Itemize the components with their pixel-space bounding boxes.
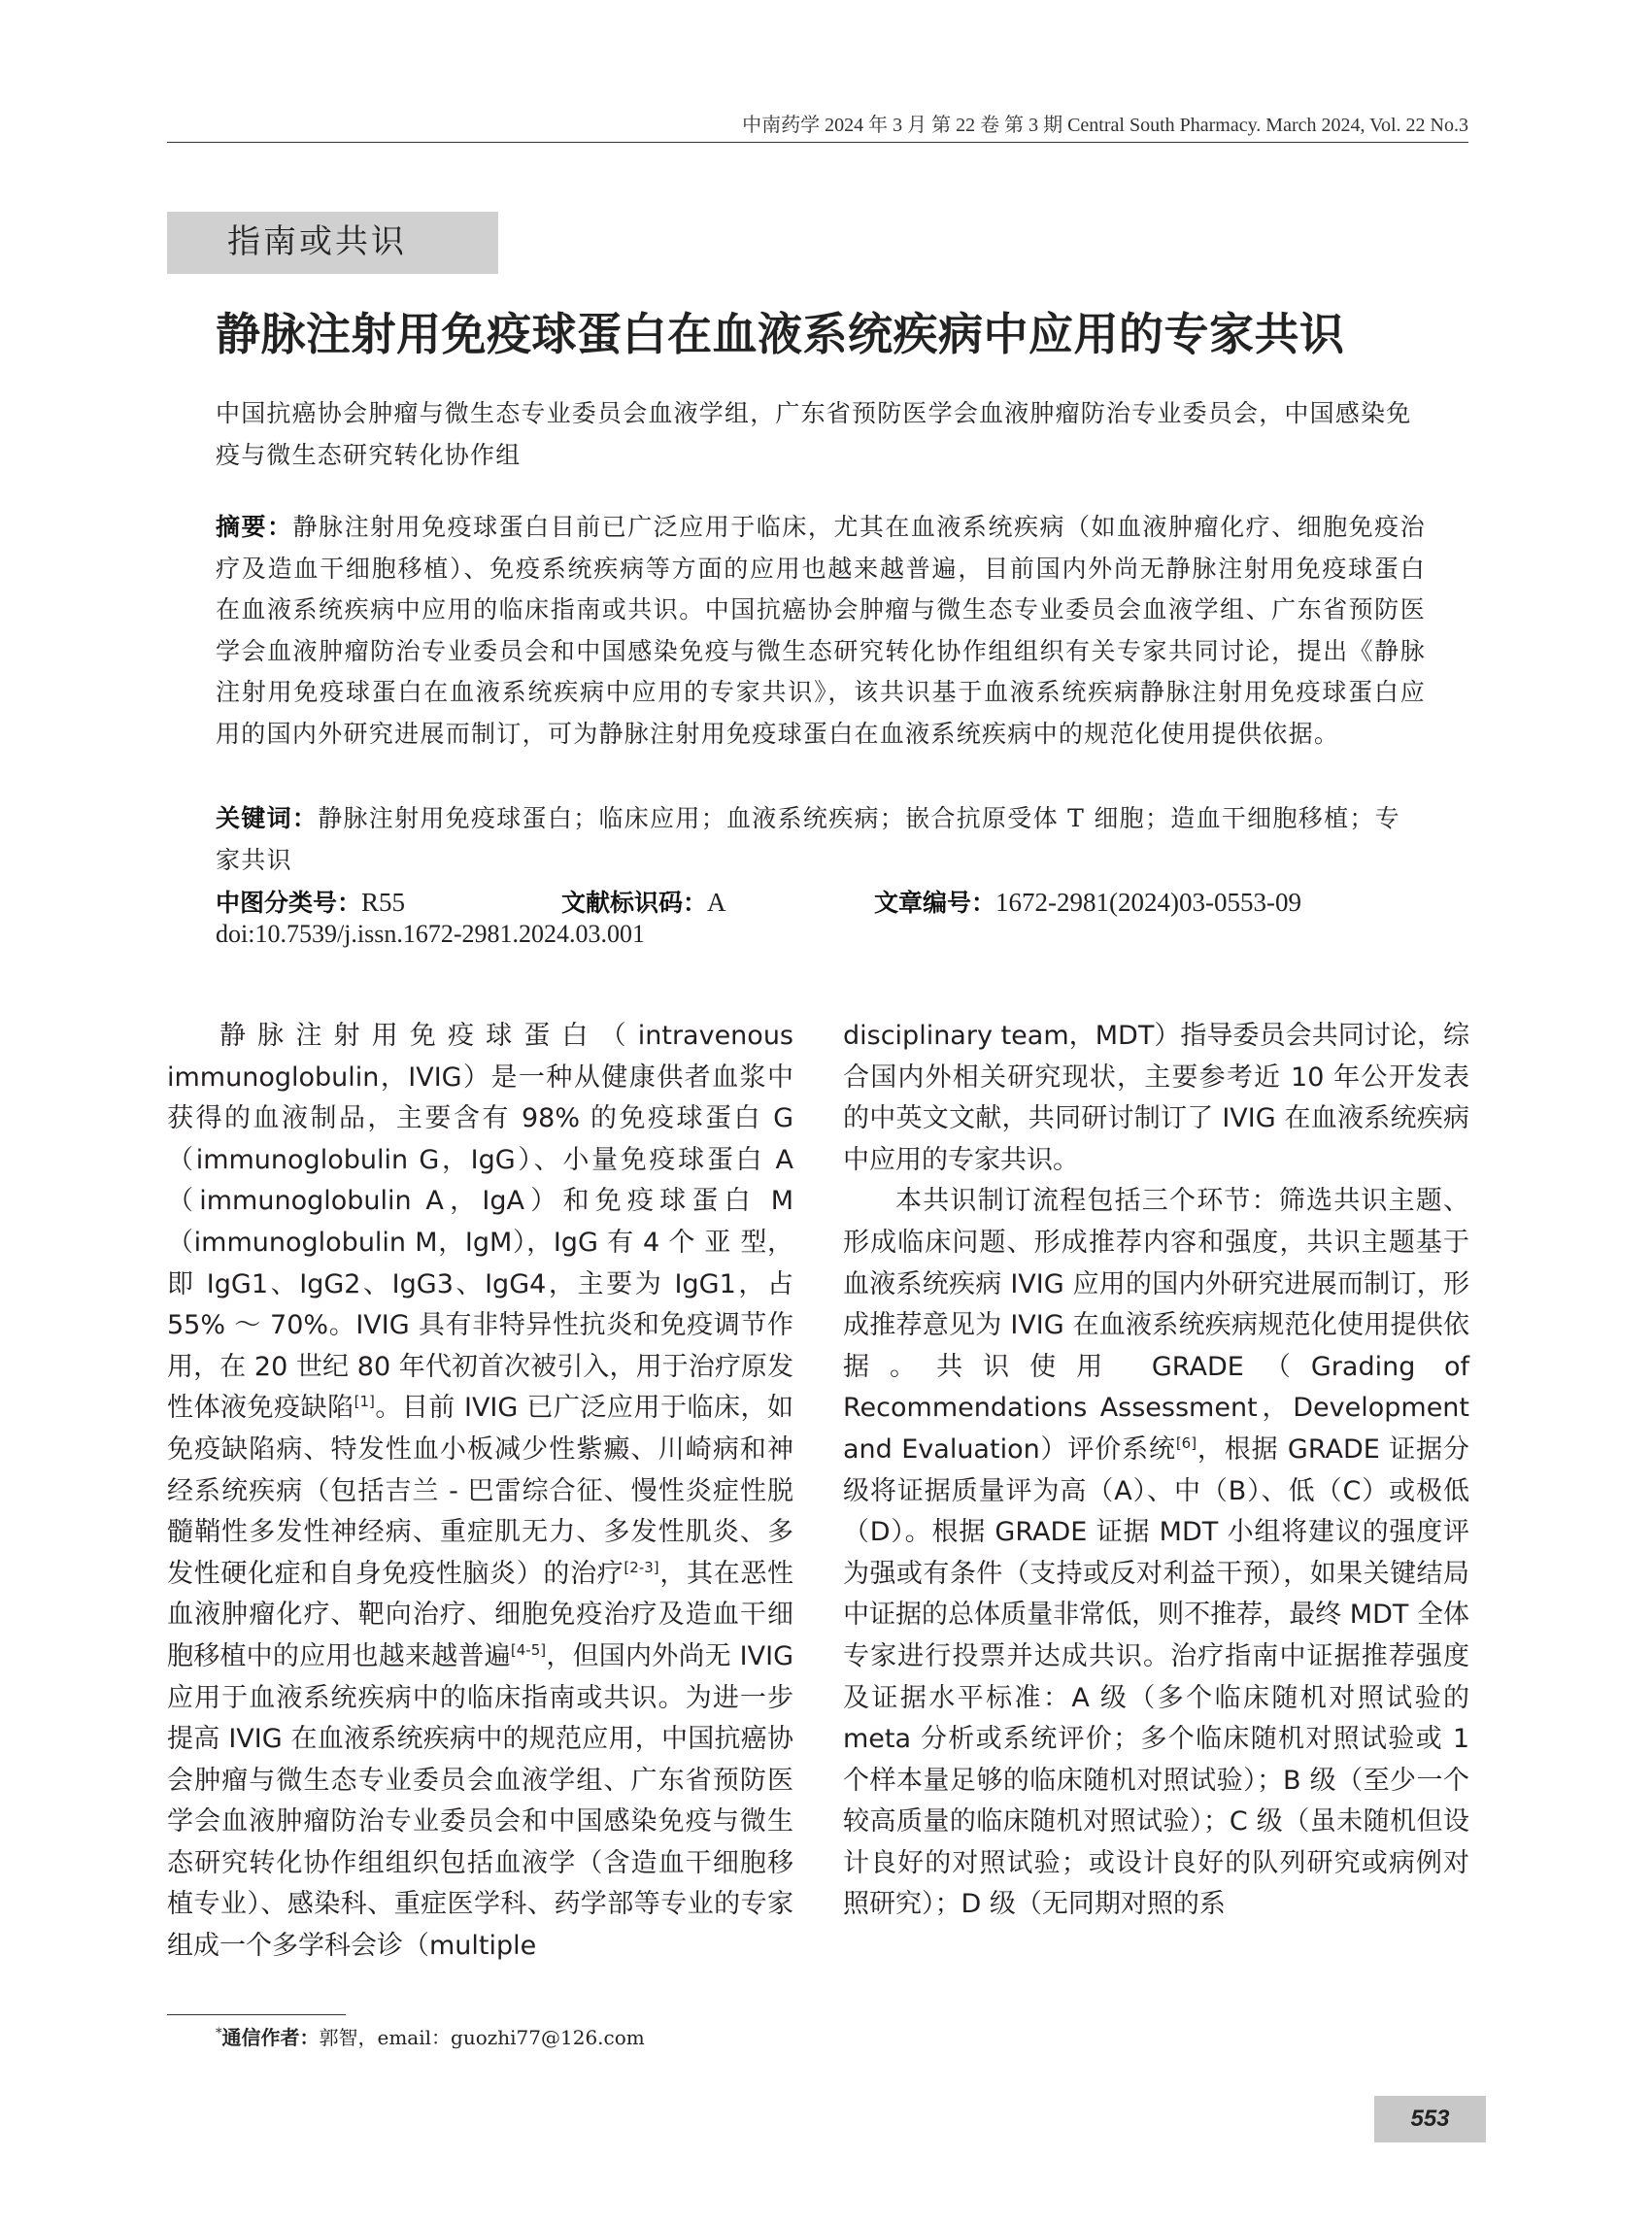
body-paragraph: disciplinary team，MDT）指导委员会共同讨论，综合国内外相关研究现状，主要参考近 10 年公开发表的中英文文献，共同研讨制订了 IVIG 在血液系统疾病中应用的专家共识。 — [843, 1021, 1469, 1175]
article-label: 文章编号： — [874, 889, 996, 917]
footnote-label: 通信作者： — [221, 2026, 320, 2049]
body-column-left — [167, 1016, 793, 1968]
abstract-label: 摘要： — [216, 513, 293, 541]
footnote-mark: * — [216, 2026, 222, 2041]
page-number: 553 — [1374, 2096, 1486, 2142]
keywords — [216, 798, 1426, 881]
keywords-text: 静脉注射用免疫球蛋白；临床应用；血液系统疾病；嵌合抗原受体 T 细胞；造血干细胞移植；专家共识 — [216, 804, 1400, 874]
text-run: ，根据 GRADE 证据分级将证据质量评为高（A）、中（B）、低（C）或极低（D）。根据 GRADE 证据 MDT 小组将建议的强度评为强或有条件（支持或反对利益干预），如果关键结局中证据的总体质量非常低，则不推荐，最终 MDT 全体专家进行投票并达成共识。治疗指南中证据推荐强度及证据水平标准：A 级（多个临床随机对照试验的 meta 分析或系统评价；多个临床随机对照试验或 1 个样本量足够的临床随机对照试验）；B 级（至少一个较高质量的临床随机对照试验）；C 级（虽未随机但设计良好的对照试验；或设计良好的队列研究或病例对照研究）；D 级（无同期对照的系 — [843, 1433, 1469, 1920]
clc-number — [216, 884, 405, 919]
header-rule — [167, 142, 1468, 143]
keywords-label: 关键词： — [216, 804, 319, 832]
article-value: 1672-2981(2024)03-0553-09 — [995, 888, 1301, 917]
doc-code — [561, 884, 726, 919]
citation[interactable]: [6] — [1175, 1433, 1197, 1452]
authors: 中国抗癌协会肿瘤与微生态专业委员会血液学组，广东省预防医学会血液肿瘤防治专业委员会，中国感染免疫与微生态研究转化协作组 — [216, 399, 1412, 469]
citation[interactable]: [4-5] — [510, 1640, 547, 1659]
clc-label: 中图分类号： — [216, 889, 362, 917]
doc-value: A — [707, 888, 726, 917]
body-column-right — [843, 1016, 1469, 1926]
doi[interactable]: doi:10.7539/j.issn.1672-2981.2024.03.001 — [216, 920, 646, 948]
text-run: 本共识制订流程包括三个环节：筛选共识主题、形成临床问题、形成推荐内容和强度，共识主题基于血液系统疾病 IVIG 应用的国内外研究进展而制订，形成推荐意见为 IVIG 在血液系统疾病规范化使用提供依据。共识使用 GRADE（Grading of Recommendations Assessment，Development and Evaluation）评价系统 — [843, 1186, 1469, 1465]
text-run: 静脉注射用免疫球蛋白（intravenous immunoglobulin，IVIG）是一种从健康供者血浆中获得的血液制品，主要含有 98% 的免疫球蛋白 G（immunoglobulin G，IgG）、小量免疫球蛋白 A（immunoglobulin A，IgA）和免疫球蛋白 M（immunoglobulin M，IgM），IgG 有 4 个 亚 型， 即 IgG1、IgG2、IgG3、IgG4，主要为 IgG1，占 55% ～ 70%。IVIG 具有非特异性抗炎和免疫调节作用，在 20 世纪 80 年代初首次被引入，用于治疗原发性体液免疫缺陷 — [167, 1021, 794, 1424]
running-head: 中南药学 2024 年 3 月 第 22 卷 第 3 期 Central South Pharmacy. March 2024, Vol. 22 No.3 — [742, 115, 1468, 136]
clc-value: R55 — [361, 888, 406, 917]
abstract-text: 静脉注射用免疫球蛋白目前已广泛应用于临床，尤其在血液系统疾病（如血液肿瘤化疗、细胞免疫治疗及造血干细胞移植）、免疫系统疾病等方面的应用也越来越普遍，目前国内外尚无静脉注射用免疫球蛋白在血液系统疾病中应用的临床指南或共识。中国抗癌协会肿瘤与微生态专业委员会血液学组、广东省预防医学会血液肿瘤防治专业委员会和中国感染免疫与微生态研究转化协作组组织有关专家共同讨论，提出《静脉注射用免疫球蛋白在血液系统疾病中应用的专家共识》，该共识基于血液系统疾病静脉注射用免疫球蛋白应用的国内外研究进展而制订，可为静脉注射用免疫球蛋白在血液系统疾病中的规范化使用提供依据。 — [216, 513, 1426, 748]
citation[interactable]: [1] — [354, 1393, 375, 1411]
citation[interactable]: [2-3] — [624, 1558, 659, 1576]
section-tag: 指南或共识 — [167, 212, 498, 274]
article-number — [874, 884, 1301, 919]
doc-label: 文献标识码： — [561, 889, 708, 917]
footnote-rule — [167, 2014, 346, 2015]
text-run: 。目前 IVIG 已广泛应用于临床，如免疫缺陷病、特发性血小板减少性紫癜、川崎病和神经系统疾病（包括吉兰 - 巴雷综合征、慢性炎症性脱髓鞘性多发性神经病、重症肌无力、多发性肌炎、多发性硬化症和自身免疫性脑炎）的治疗 — [167, 1393, 794, 1589]
footnote — [216, 2022, 645, 2050]
article-title: 静脉注射用免疫球蛋白在血液系统疾病中应用的专家共识 — [216, 308, 1345, 360]
text-run: ，其在恶性血液肿瘤化疗、靶向治疗、细胞免疫治疗及造血干细胞移植中的应用也越来越普遍 — [167, 1558, 793, 1671]
text-run: ，但国内外尚无 IVIG 应用于血液系统疾病中的临床指南或共识。为进一步提高 IVIG 在血液系统疾病中的规范应用，中国抗癌协会肿瘤与微生态专业委员会血液学组、广东省预防医学会血液肿瘤防治专业委员会和中国感染免疫与微生态研究转化协作组组织包括血液学（含造血干细胞移植专业）、感染科、重症医学科、药学部等专业的专家组成一个多学科会诊（multiple — [167, 1640, 794, 1962]
body-paragraph — [167, 1016, 793, 1968]
abstract — [216, 507, 1426, 755]
body-paragraph — [843, 1181, 1469, 1926]
footnote-text: 郭智，email：guozhi77@126.com — [319, 2026, 645, 2049]
